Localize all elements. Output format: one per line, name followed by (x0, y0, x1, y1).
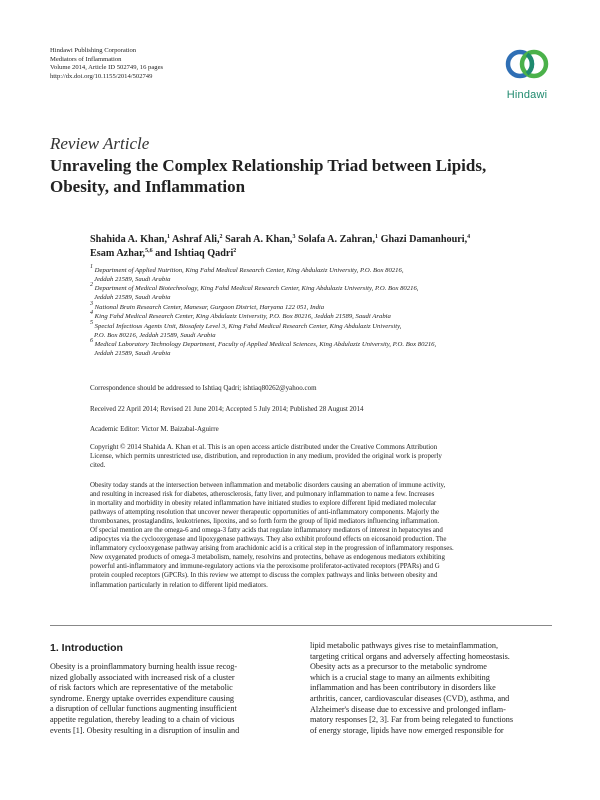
body-line: of energy storage, lipids have now emerged responsible for (310, 725, 504, 735)
body-line: targeting critical organs and adversely affecting homeostasis. (310, 651, 510, 661)
body-line: Obesity is a proinflammatory burning health issue recog- (50, 662, 238, 671)
affiliation: $^6$ Medical Laboratory Technology Department, Faculty of Applied Medical Sciences, King Abdulaziz University, P.O. Box 80216, Jeddah 21589, Saudi Arabia (90, 338, 437, 358)
academic-editor: Academic Editor: Victor M. Baizabal-Aguirre (90, 425, 219, 433)
body-line: lipid metabolic pathways gives rise to metainflammation, (310, 641, 499, 650)
abstract-line: Of special mention are the omega-6 and omega-3 fatty acids that regulate inflammatory mediators of interest in hepatocytes and (90, 527, 443, 535)
copyright-line: cited. (90, 461, 106, 470)
body-line: of risk factors which are representative of the metabolic (50, 683, 233, 693)
author-list (90, 233, 570, 261)
abstract-line: inflammation particularly in relation to different lipid mediators. (90, 581, 268, 589)
abstract-line: inflammatory cyclooxygenase pathway arising from arachidonic acid is a critical step in the progression of inflammatory responses. (90, 545, 454, 553)
abstract-line: pathways of attempting resolution that uncover newer therapeutic opportunities of anti-inflammatory components. Majorly the (90, 509, 440, 517)
author-name: Esam Azhar, (90, 248, 146, 259)
author-affil-mark: 2 (233, 248, 237, 254)
author-line (90, 247, 570, 261)
article-type: Review Article (50, 134, 150, 153)
author-name: Ghazi Damanhouri, (380, 234, 468, 245)
title-line: Unraveling the Complex Relationship Triad between Lipids, (50, 156, 487, 175)
abstract (90, 481, 560, 590)
section-heading: 1. Introduction (50, 642, 123, 654)
title-line: Obesity, and Inflammation (50, 177, 246, 196)
abstract-line: protein coupled receptors (GPCRs). In this review we attempt to discuss the complex pathways and links between obesity and (90, 572, 438, 580)
logo-wordmark: Hindawi (506, 89, 548, 101)
author-affil-mark: 5,6 (145, 248, 153, 254)
author-affil-mark: 3 (292, 234, 296, 240)
body-line: nized globally associated with increased risk of a cluster (50, 672, 235, 682)
hindawi-logo-icon (496, 44, 558, 88)
abstract-line: Obesity today stands at the intersection between inflammation and metabolic disorders causing an aberration of immune activity, (90, 482, 446, 489)
abstract-line: powerful anti-inflammatory and immune-regulatory actions via the peroxisome proliferator-activated receptors (PPARs) and G (90, 563, 440, 571)
author-name: Solafa A. Zahran, (298, 234, 376, 245)
body-line: which is a crucial stage to many an ailments exhibiting (310, 672, 490, 682)
abstract-line: in mortality and morbidity in obesity related inflammation have initiated studies to explore different lipid mediated molecular (90, 500, 437, 508)
body-column-right (310, 641, 553, 736)
body-line: syndrome. Energy uptake overrides expenditure causing (50, 693, 235, 703)
author-name: Ashraf Ali, (172, 234, 220, 245)
author-affil-mark: 4 (467, 234, 471, 240)
author-name: Shahida A. Khan, (90, 234, 168, 245)
volume-info: Volume 2014, Article ID 502749, 16 pages (50, 64, 164, 72)
hindawi-logo (496, 44, 558, 104)
author-affil-mark: 1 (167, 234, 171, 240)
publication-dates: Received 22 April 2014; Revised 21 June 2014; Accepted 5 July 2014; Published 28 August 2014 (90, 405, 364, 413)
correspondence-note: Correspondence should be addressed to Ishtiaq Qadri; ishtiaq80262@yahoo.com (90, 384, 317, 392)
author-name: and Ishtiaq Qadri (155, 248, 234, 259)
doi-link[interactable]: http://dx.doi.org/10.1155/2014/502749 (50, 72, 153, 80)
body-line: inflammation and has been contributory in disorders like (310, 683, 496, 693)
section-divider (50, 625, 552, 626)
copyright-line: License, which permits unrestricted use, distribution, and reproduction in any medium, provided the original work is properly (90, 452, 442, 461)
affiliation: $^2$ Department of Medical Biotechnology, King Fahd Medical Research Center, King Abdulaziz University, P.O. Box 80216, Jeddah 21589, Saudi Arabia (90, 282, 419, 302)
author-line (90, 233, 570, 247)
body-line: matory responses [2, 3]. Far from being relegated to functions (310, 715, 514, 725)
affiliation: $^3$ National Brain Research Center, Manesar, Gurgaon District, Haryana 122 051, India (90, 300, 325, 311)
abstract-line: adipocytes via the cyclooxygenase and lipoxygenase pathways. They also exhibit profound effects on eicosanoid production. The (90, 536, 447, 544)
author-affil-mark: 2 (219, 234, 223, 240)
affiliation-list (90, 264, 560, 360)
copyright-notice (90, 443, 560, 470)
abstract-line: New oxygenated products of omega-3 metabolism, namely, resolvins and protectins, behave as endogenous mediators exhibiting (90, 554, 445, 562)
journal-header (50, 47, 163, 81)
author-affil-mark: 1 (375, 234, 379, 240)
body-column-left (50, 662, 293, 736)
body-line: events [1]. Obesity resulting in a disruption of insulin and (50, 725, 240, 735)
abstract-line: thromboxanes, prostaglandins, leukotrienes, lipoxins, and so forth form the group of lipid mediators influencing inflammation. (90, 518, 440, 526)
affiliation: $^4$ King Fahd Medical Research Center, King Abdulaziz University, P.O. Box 80216, Jeddah 21589, Saudi Arabia (90, 310, 391, 321)
body-line: arthritis, cancer, cardiovascular diseases (CVD), asthma, and (310, 693, 510, 703)
abstract-line: and resulting in increased risk for diabetes, atherosclerosis, fatty liver, and pulmonary inflammation to name a few. Increases (90, 491, 435, 499)
body-line: Obesity acts as a precursor to the metabolic syndrome (310, 662, 487, 672)
publisher-name: Hindawi Publishing Corporation (50, 47, 137, 54)
copyright-line: Copyright © 2014 Shahida A. Khan et al. This is an open access article distributed under the Creative Commons Attribution (90, 443, 438, 451)
article-title (50, 155, 550, 197)
body-line: appetite regulation, thereby leading to a chain of vicious (50, 714, 235, 724)
body-line: Alzheimer's disease due to excessive and prolonged inflam- (310, 704, 506, 714)
author-name: Sarah A. Khan, (225, 234, 293, 245)
journal-name: Mediators of Inflammation (50, 55, 122, 63)
body-line: a disruption of cellular functions augmenting insufficient (50, 704, 237, 714)
affiliation: $^1$ Department of Applied Nutrition, King Fahd Medical Research Center, King Abdulaziz University, P.O. Box 80216, Jeddah 21589, Saudi Arabia (90, 264, 404, 283)
affiliation: $^5$ Special Infectious Agents Unit, Biosafety Level 3, King Fahd Medical Research Center, King Abdulaziz University, P.O. Box 80216, Jeddah 21589, Saudi Arabia (90, 319, 402, 339)
